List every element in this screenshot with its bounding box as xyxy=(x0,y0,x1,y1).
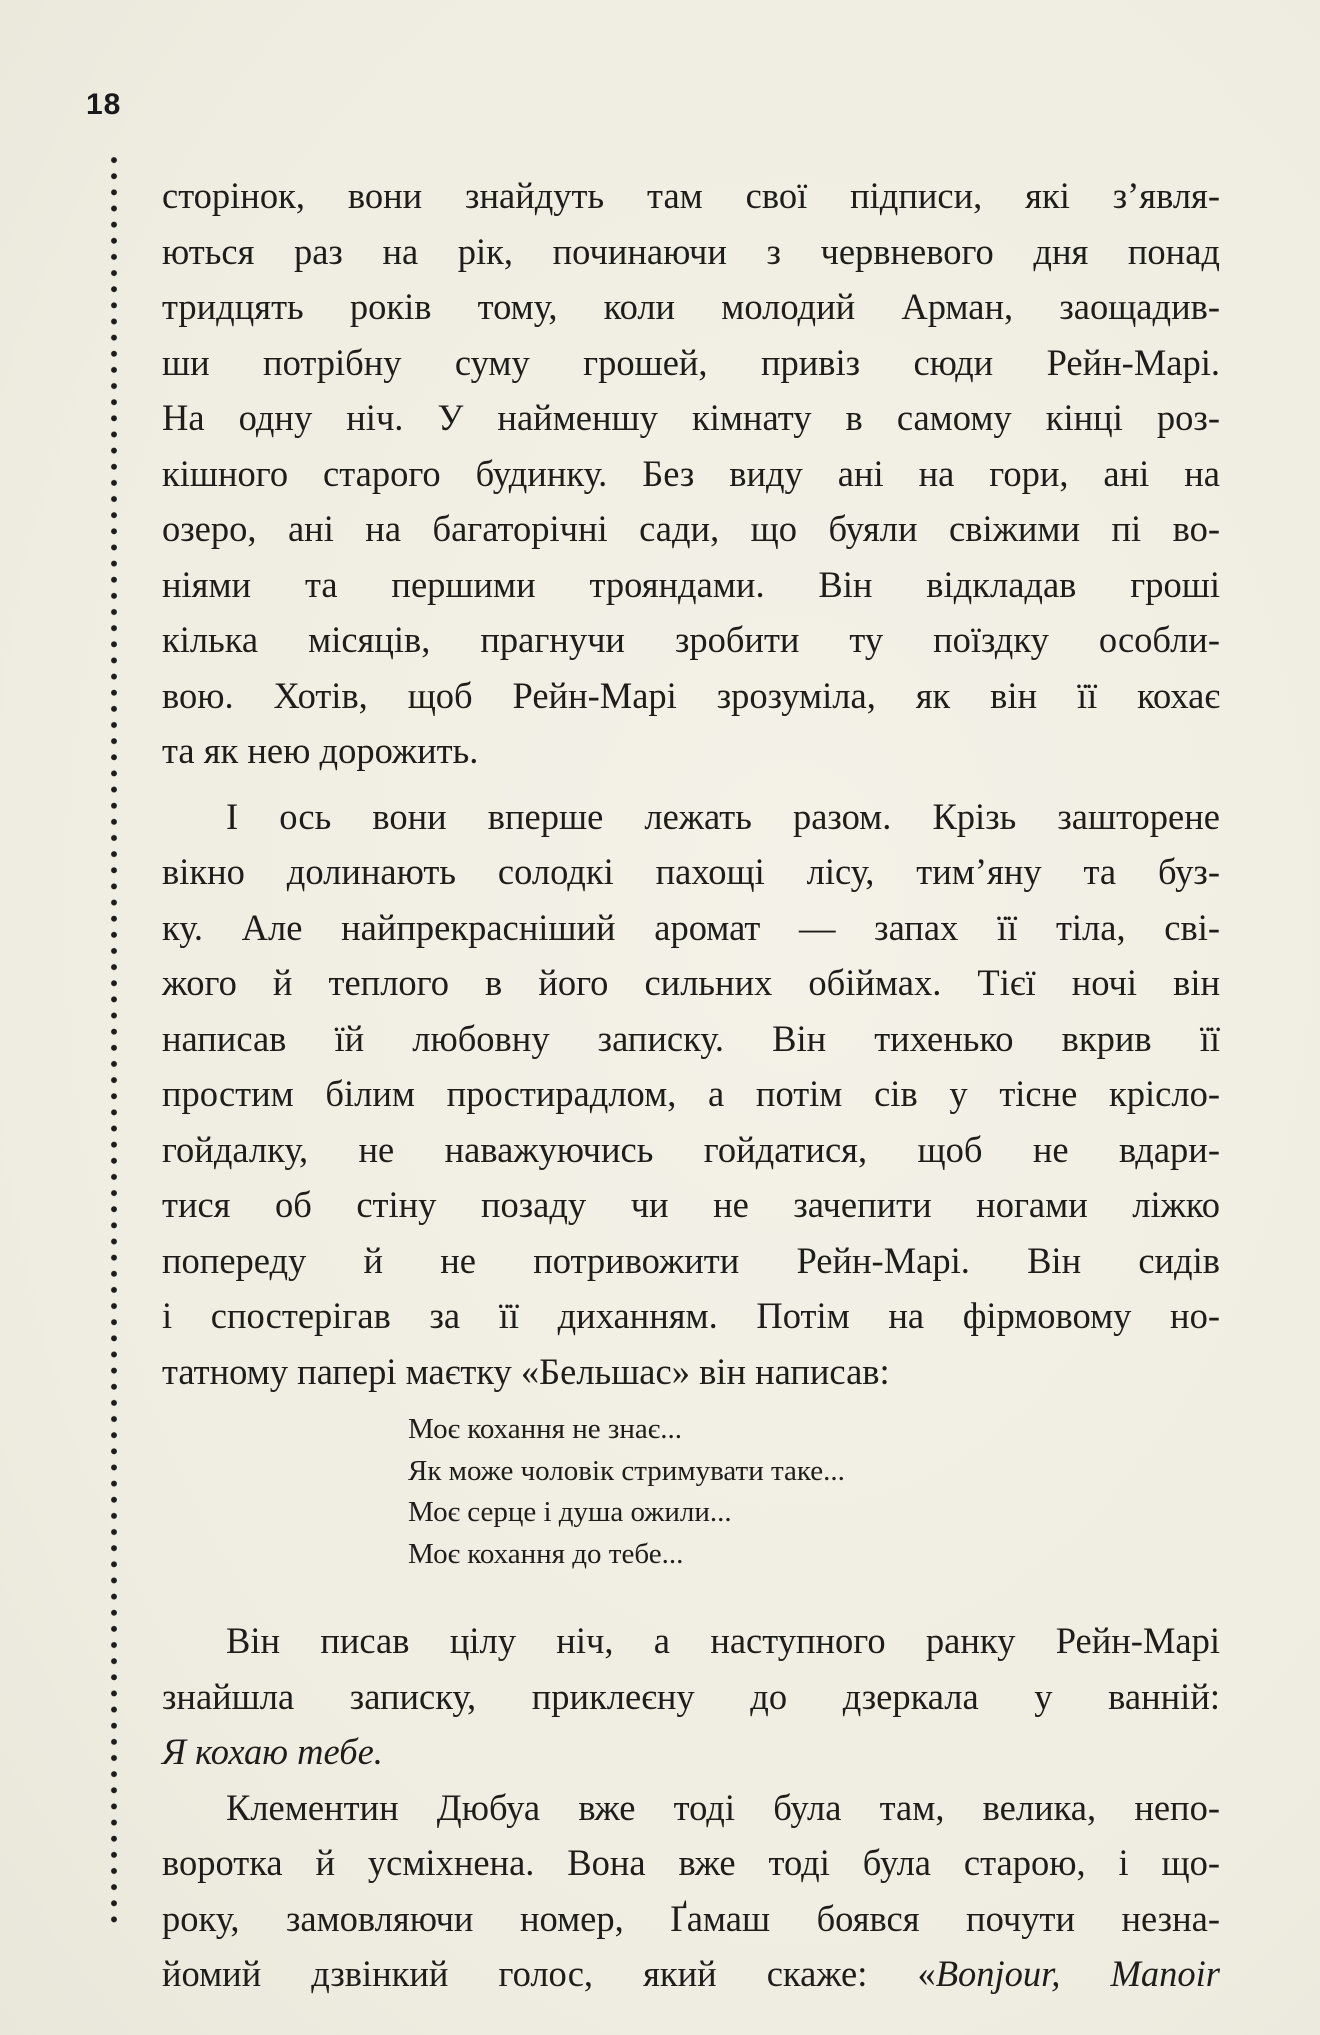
italic-note: Я кохаю тебе. xyxy=(162,1731,383,1772)
body-text xyxy=(162,168,1220,2002)
text-line: Клементин Дюбуа вже тоді була там, велика, непо- xyxy=(226,1786,1220,1828)
text-fragment: йомий дзвінкий голос, який скаже: « xyxy=(162,1953,936,1994)
text-line: гойдалку, не наважуючись гойдатися, щоб не вдари- xyxy=(162,1128,1220,1170)
text-line: ніями та першими трояндами. Він відкладав гроші xyxy=(162,563,1220,605)
text-line: кішного старого будинку. Без виду ані на гори, ані на xyxy=(162,452,1220,494)
text-line: сторінок, вони знайдуть там свої підписи, які з’явля- xyxy=(162,175,1220,216)
poem-line: Як може чоловік стримувати таке... xyxy=(408,1454,845,1487)
paragraph-1 xyxy=(162,168,1220,779)
text-line: вікно долинають солодкі пахощі лісу, тим’яну та буз- xyxy=(162,851,1220,892)
text-line: ку. Але найпрекрасніший аромат — запах її тіла, сві- xyxy=(162,906,1220,948)
text-line: тридцять років тому, коли молодий Арман, заощадив- xyxy=(162,286,1220,327)
text-line: кілька місяців, прагнучи зробити ту поїздку особли- xyxy=(162,619,1220,660)
text-line: написав їй любовну записку. Він тихенько вкрив її xyxy=(162,1017,1220,1059)
text-line: тися об стіну позаду чи не зачепити ногами ліжко xyxy=(162,1184,1220,1225)
poem-line: Моє кохання до тебе... xyxy=(408,1537,684,1570)
text-line: І ось вони вперше лежать разом. Крізь зашторене xyxy=(226,795,1220,837)
poem-line: Моє кохання не знає... xyxy=(408,1413,682,1445)
text-line xyxy=(162,1724,1220,1780)
paragraph-2 xyxy=(162,789,1220,1400)
poem-gap xyxy=(162,1575,1220,1613)
italic-fragment: Bonjour, Manoir xyxy=(935,1953,1220,1994)
text-line: знайшла записку, приклеєну до дзеркала у ванній: xyxy=(162,1675,1220,1717)
poem-line: Моє серце і душа ожили... xyxy=(408,1496,732,1528)
text-line: попереду й не потривожити Рейн-Марі. Він сидів xyxy=(162,1239,1220,1281)
paragraph-3 xyxy=(162,1613,1220,1780)
text-line: воротка й усміхнена. Вона вже тоді була старою, і що- xyxy=(162,1842,1220,1883)
text-line: ши потрібну суму грошей, привіз сюди Рейн-Марі. xyxy=(162,341,1220,383)
text-line xyxy=(162,1946,1220,2002)
text-line: і спостерігав за її диханням. Потім на фірмовому но- xyxy=(162,1295,1220,1336)
paragraph-4 xyxy=(162,1780,1220,2002)
text-line: жого й теплого в його сильних обіймах. Тієї ночі він xyxy=(162,962,1220,1003)
page-number: 18 xyxy=(86,88,122,121)
text-line: озеро, ані на багаторічні сади, що буяли свіжими пі во- xyxy=(162,508,1220,549)
text-line: ються раз на рік, починаючи з червневого дня понад xyxy=(162,230,1220,272)
poem xyxy=(408,1409,1220,1575)
dotted-margin-rule xyxy=(110,152,118,1928)
text-line: вою. Хотів, щоб Рейн-Марі зрозуміла, як він її кохає xyxy=(162,674,1220,716)
text-line: та як нею дорожить. xyxy=(162,730,479,771)
text-line: простим білим простирадлом, а потім сів у тісне крісло- xyxy=(162,1073,1220,1114)
text-line: На одну ніч. У найменшу кімнату в самому кінці роз- xyxy=(162,397,1220,438)
paragraph-gap xyxy=(162,779,1220,789)
text-line: року, замовляючи номер, Ґамаш боявся почути незна- xyxy=(162,1897,1220,1939)
text-line: татному папері маєтку «Бельшас» він написав: xyxy=(162,1350,890,1392)
text-line: Він писав цілу ніч, а наступного ранку Рейн-Марі xyxy=(226,1620,1220,1661)
